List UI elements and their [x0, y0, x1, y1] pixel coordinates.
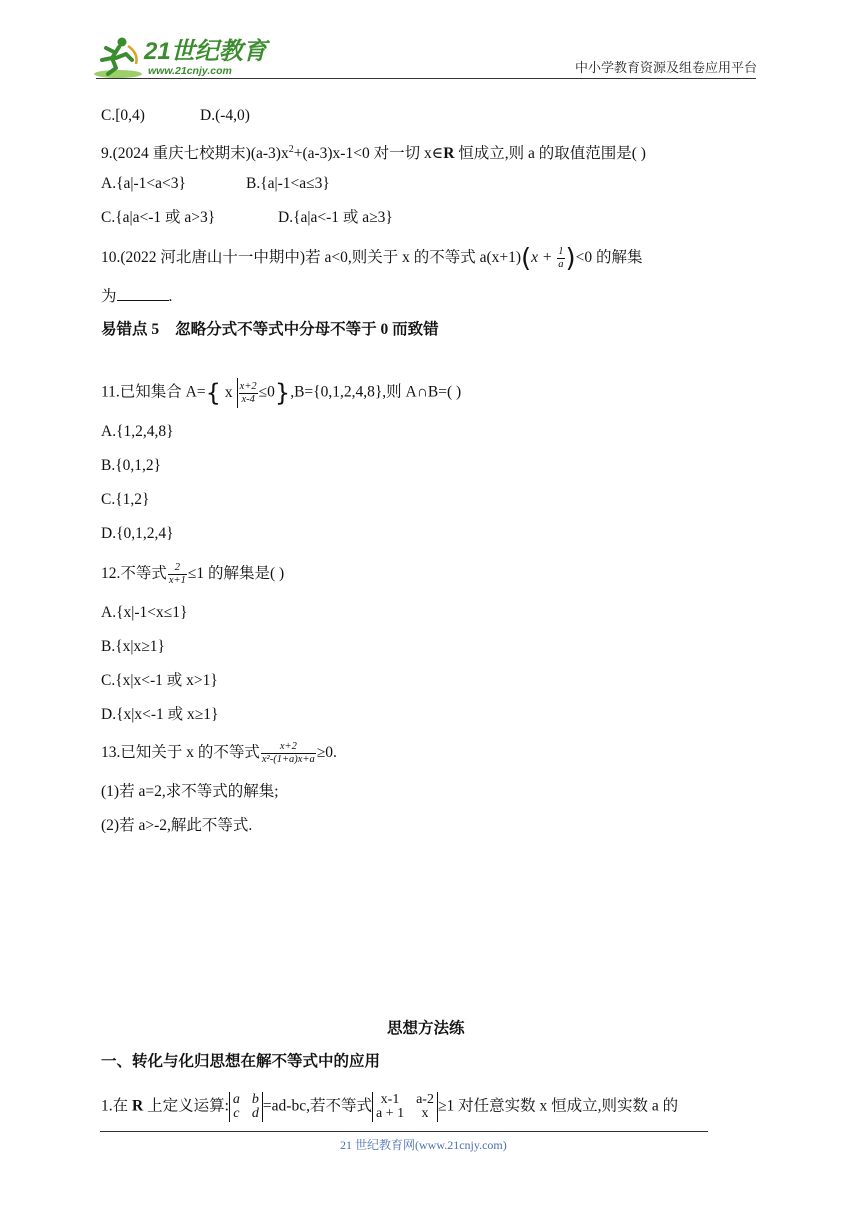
header-rule: [96, 78, 756, 79]
q11-option-b: B.{0,1,2}: [101, 457, 162, 474]
q12-option-a: A.{x|-1<x≤1}: [101, 604, 188, 621]
q9-option-d: D.{a|a<-1 或 a≥3}: [278, 209, 393, 226]
q9-stem: 9.(2024 重庆七校期末)$(a-3)x^2+(a-3)x-1<0$ 对一切 x∈R 恒成立,则 a 的取值范围是( ): [101, 144, 646, 163]
m1-stem: 1.在 R 上定义运算: a b c d =ad-bc,若不等式 x-1 a-2 a + 1 x ≥1 对任意实数 x 恒成立,则实数 a 的: [101, 1092, 679, 1121]
footer-text: 21 世纪教育网(www.21cnjy.com): [340, 1138, 507, 1152]
q13-stem: 13.已知关于 x 的不等式 $\frac{x+2}{\text{x²-(1+a)x+a}}$ ≥0.: [101, 741, 337, 765]
runner-logo-icon: [92, 36, 144, 80]
q8-option-d: D.(-4,0): [200, 107, 250, 124]
determinant-abcd: a b c d: [229, 1092, 263, 1122]
methods-title: 思想方法练: [387, 1020, 465, 1037]
q13-part-2: (2)若 a>-2,解此不等式.: [101, 817, 253, 834]
q12-option-c: C.{x|x<-1 或 x>1}: [101, 672, 218, 689]
q11-fraction: $\frac{x+2}{x-4}$: [239, 380, 257, 405]
logo-text: 21世纪教育: [144, 38, 267, 65]
logo: [92, 36, 267, 80]
q12-option-b: B.{x|x≥1}: [101, 638, 165, 655]
q10-stem: 10.(2022 河北唐山十一中期中)若 a<0,则关于 x 的不等式 a(x+1)(x + $\frac{1}{a}$ )<0 的解集: [101, 243, 643, 274]
q11-option-d: D.{0,1,2,4}: [101, 525, 174, 542]
q12-option-d: D.{x|x<-1 或 x≥1}: [101, 706, 219, 723]
q11-option-a: A.{1,2,4,8}: [101, 423, 174, 440]
q10-fraction: $\frac{1}{a}$: [558, 246, 564, 270]
set-R: R: [132, 1097, 144, 1115]
q12-fraction: $\frac{2}{x+1}$: [168, 562, 186, 586]
q12-stem: 12.不等式 $\frac{2}{x+1}$ ≤1 的解集是( ): [101, 562, 285, 586]
set-R: R: [443, 145, 455, 163]
q10-line2: 为 .: [101, 288, 173, 305]
q9-exponent: 2: [288, 144, 294, 155]
section-heading: 易错点 5 忽略分式不等式中分母不等于 0 而致错: [101, 321, 439, 338]
footer-rule: [100, 1131, 708, 1132]
q11-stem: 11.已知集合 A={ x $\frac{x+2}{x-4}$ ≤0},B={0,1,2,4,8},则 A∩B=( ): [101, 379, 462, 407]
q9-option-c: C.{a|a<-1 或 a>3}: [101, 209, 216, 226]
q9-option-b: B.{a|-1<a≤3}: [246, 175, 330, 192]
q8-option-c: C.[0,4): [101, 107, 145, 124]
answer-blank[interactable]: [117, 286, 169, 301]
logo-url: www.21cnjy.com: [148, 65, 232, 77]
methods-heading: 一、转化与化归思想在解不等式中的应用: [101, 1053, 381, 1070]
q13-fraction: $\frac{x+2}{\text{x²-(1+a)x+a}}$: [261, 741, 315, 765]
q11-option-c: C.{1,2}: [101, 491, 150, 508]
header-right-text: 中小学教育资源及组卷应用平台: [575, 60, 758, 75]
q13-part-1: (1)若 a=2,求不等式的解集;: [101, 783, 279, 800]
determinant-inequality: x-1 a-2 a + 1 x: [372, 1092, 438, 1122]
q9-option-a: A.{a|-1<a<3}: [101, 175, 186, 192]
